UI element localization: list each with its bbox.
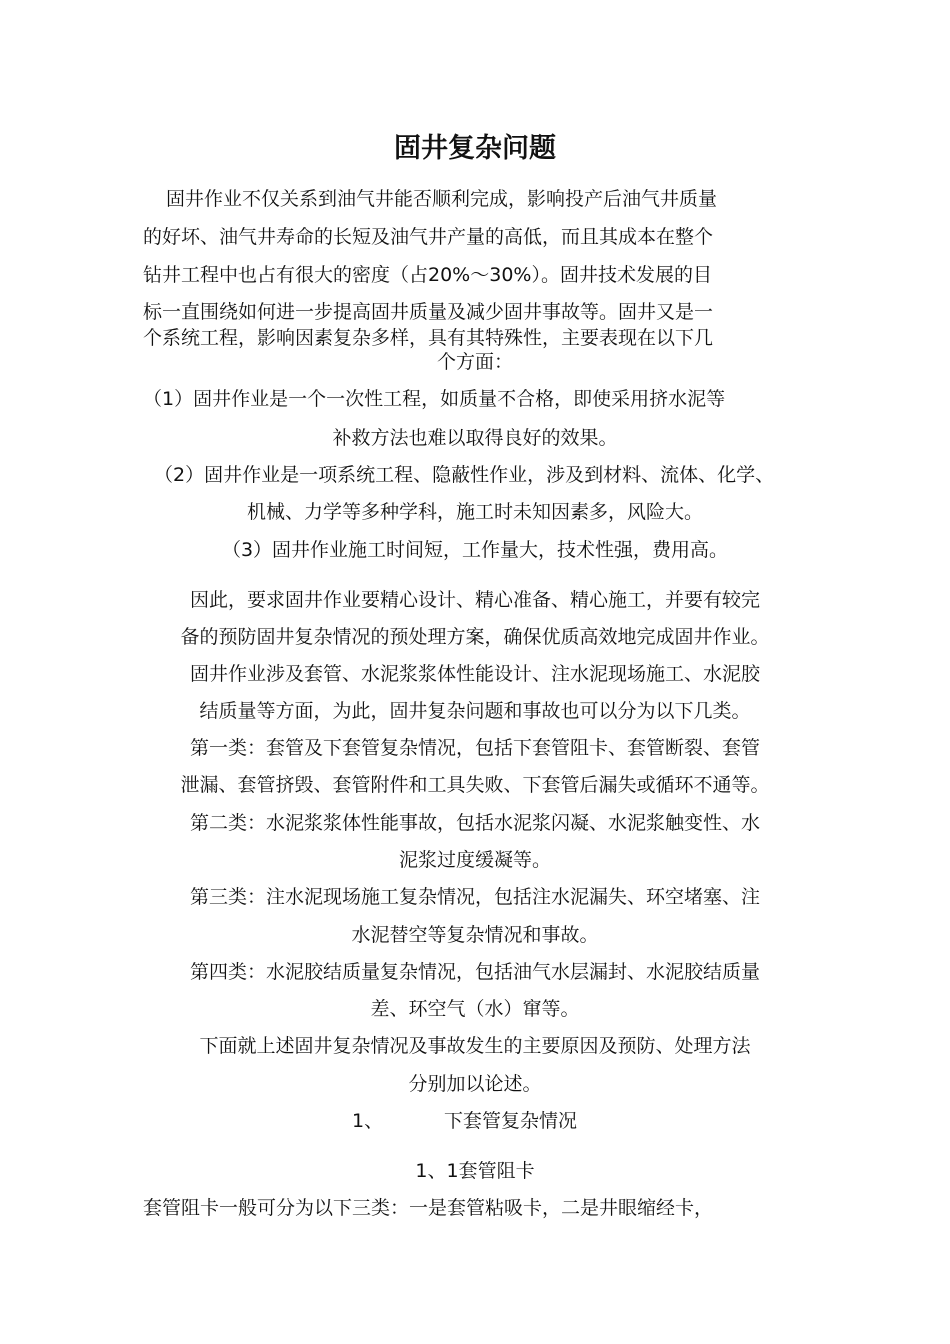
paragraph-line: 分别加以论述。 [408, 1073, 542, 1095]
paragraph-line: 个方面： [436, 351, 513, 373]
list-item-3-line: （3）固井作业施工时间短，工作量大，技术性强，费用高。 [221, 539, 729, 561]
paragraph-line: 固井作业不仅关系到油气井能否顺利完成，影响投产后油气井质量 [166, 188, 718, 210]
paragraph-line: 下面就上述固井复杂情况及事故发生的主要原因及预防、处理方法 [199, 1035, 751, 1057]
section-heading: 下套管复杂情况 [444, 1110, 578, 1132]
paragraph-line: 结质量等方面，为此，固井复杂问题和事故也可以分为以下几类。 [199, 700, 751, 722]
section-number: 1、 [352, 1110, 384, 1132]
document-title: 固井复杂问题 [394, 133, 556, 164]
paragraph-line: 备的预防固井复杂情况的预处理方案，确保优质高效地完成固井作业。 [180, 626, 770, 648]
list-item-1-line: （1）固井作业是一个一次性工程，如质量不合格，即使采用挤水泥等 [143, 388, 726, 410]
category-4-line: 差、环空气（水）窜等。 [370, 998, 580, 1020]
category-4-line: 第四类：水泥胶结质量复杂情况，包括油气水层漏封、水泥胶结质量 [189, 961, 760, 983]
paragraph-line: 钻井工程中也占有很大的密度（占20%～30%）。固井技术发展的目 [143, 264, 712, 286]
list-item-2-line: 机械、力学等多种学科，施工时未知因素多，风险大。 [246, 501, 703, 523]
paragraph-line: 标一直围绕如何进一步提高固井质量及减少固井事故等。固井又是一 [143, 301, 714, 323]
subsection-heading: 1、1套管阻卡 [415, 1160, 535, 1182]
paragraph-line: 套管阻卡一般可分为以下三类：一是套管粘吸卡，二是井眼缩经卡， [143, 1197, 714, 1219]
category-1-line: 泄漏、套管挤毁、套管附件和工具失败、下套管后漏失或循环不通等。 [180, 774, 770, 796]
paragraph-line: 固井作业涉及套管、水泥浆浆体性能设计、注水泥现场施工、水泥胶 [189, 663, 760, 685]
list-item-1-line: 补救方法也难以取得良好的效果。 [332, 427, 618, 449]
paragraph-line: 个系统工程，影响因素复杂多样，具有其特殊性，主要表现在以下几 [143, 327, 714, 349]
paragraph-line: 因此，要求固井作业要精心设计、精心准备、精心施工，并要有较完 [189, 589, 760, 611]
category-2-line: 第二类：水泥浆浆体性能事故，包括水泥浆闪凝、水泥浆触变性、水 [189, 812, 760, 834]
paragraph-line: 的好坏、油气井寿命的长短及油气井产量的高低，而且其成本在整个 [143, 226, 714, 248]
list-item-2-line: （2）固井作业是一项系统工程、隐蔽性作业，涉及到材料、流体、化学、 [154, 464, 775, 486]
category-1-line: 第一类：套管及下套管复杂情况，包括下套管阻卡、套管断裂、套管 [189, 737, 760, 759]
category-3-line: 水泥替空等复杂情况和事故。 [351, 924, 599, 946]
category-2-line: 泥浆过度缓凝等。 [398, 849, 551, 871]
category-3-line: 第三类：注水泥现场施工复杂情况，包括注水泥漏失、环空堵塞、注 [189, 886, 760, 908]
